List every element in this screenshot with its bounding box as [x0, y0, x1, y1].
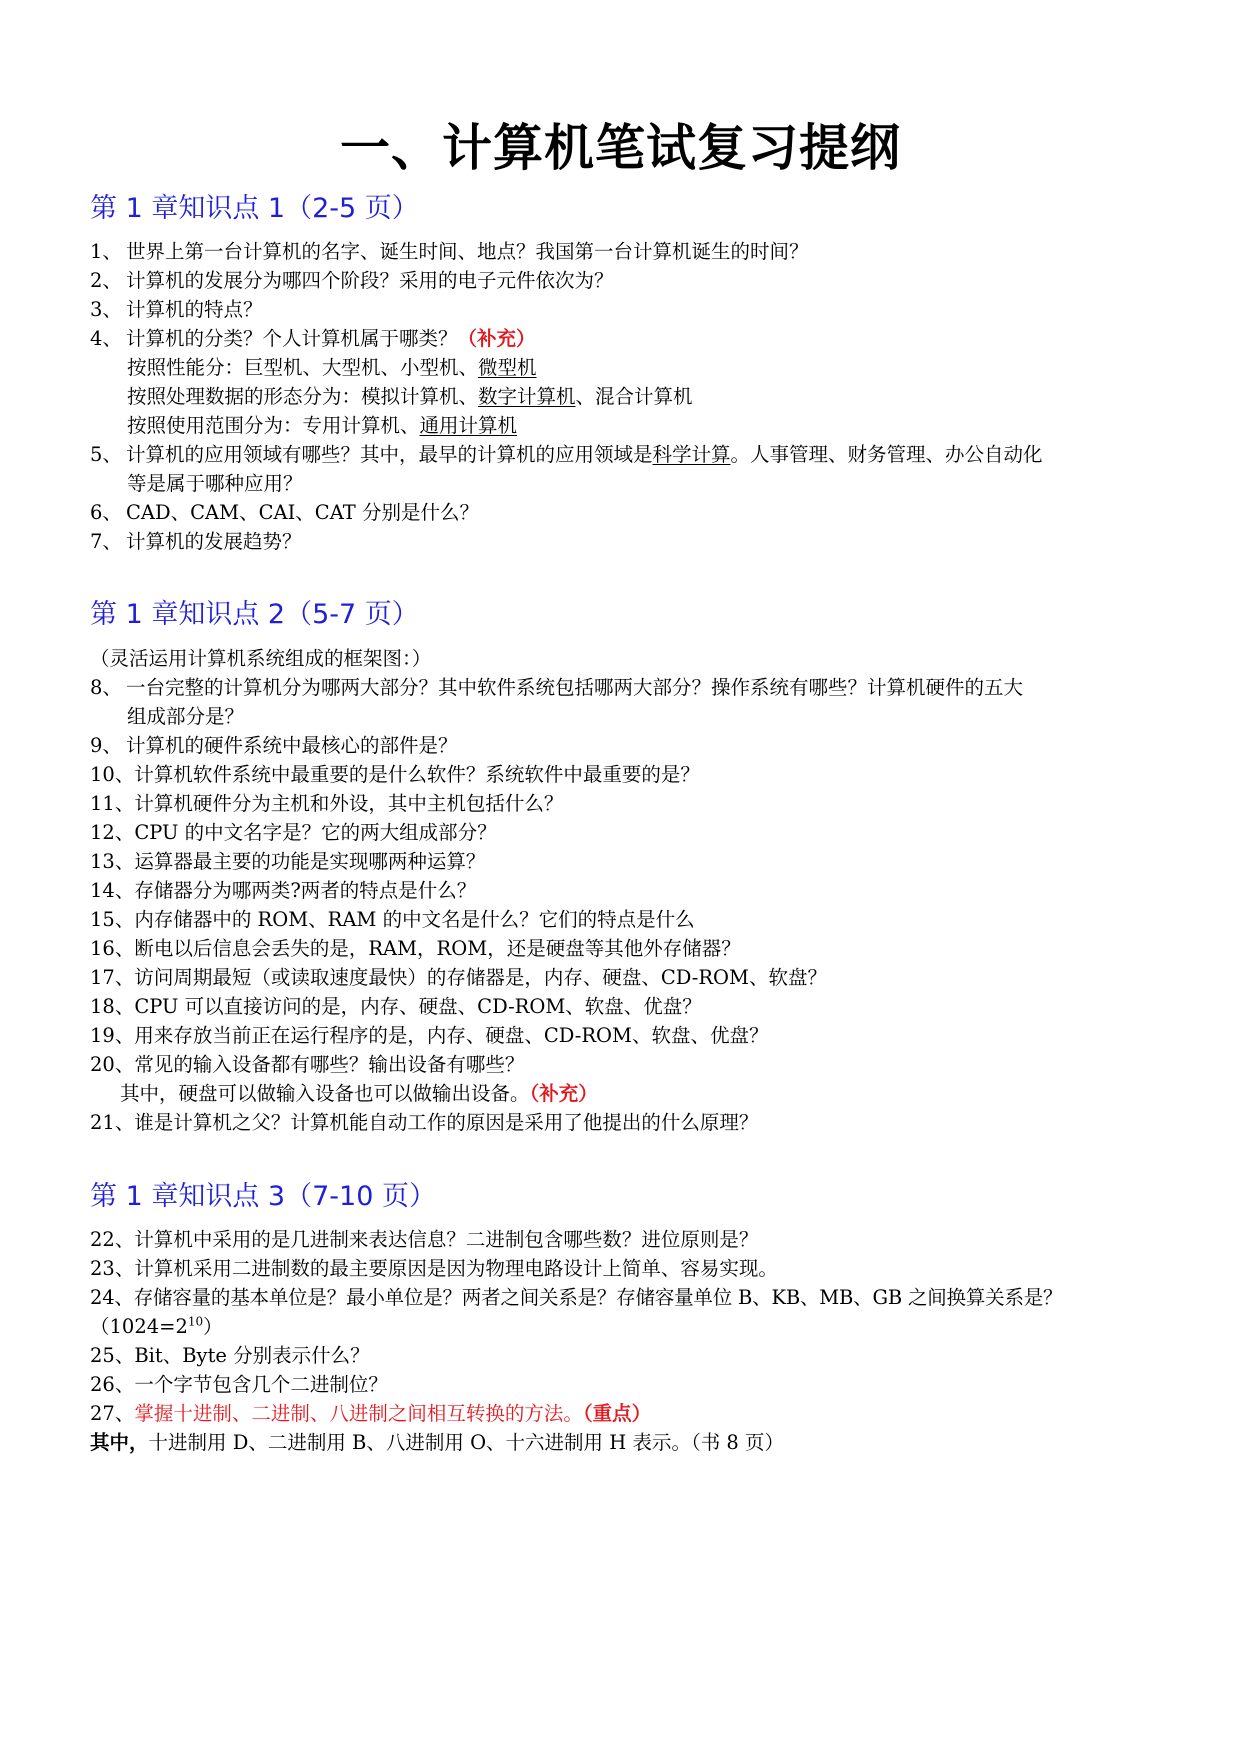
list-item — [90, 995, 1170, 1019]
item-number: 10、 — [90, 763, 135, 786]
list-item — [127, 385, 1207, 409]
item-text: 计算机中采用的是几进制来表达信息？二进制包含哪些数？进位原则是？ — [134, 1228, 759, 1251]
item-text: 存储器分为哪两类?两者的特点是什么？ — [134, 879, 477, 902]
list-item — [90, 1228, 1170, 1252]
item-text: 内存储器中的 ROM、RAM 的中文名是什么？它们的特点是什么 — [134, 908, 695, 931]
item-text: 断电以后信息会丢失的是，RAM，ROM，还是硬盘等其他外存储器？ — [134, 937, 741, 960]
item-number: 11、 — [90, 792, 135, 815]
list-item — [90, 879, 1170, 903]
list-item — [127, 356, 1207, 380]
item-text: CPU 可以直接访问的是，内存、硬盘、CD-ROM、软盘、优盘？ — [134, 995, 702, 1018]
item-text: 计算机的发展趋势？ — [126, 530, 302, 553]
underlined-term: 通用计算机 — [419, 414, 518, 437]
item-number: 2、 — [90, 269, 122, 292]
item-text: 用来存放当前正在运行程序的是，内存、硬盘、CD-ROM、软盘、优盘？ — [134, 1024, 769, 1047]
item-number: 8、 — [90, 676, 122, 699]
item-text: （1024=2 — [90, 1315, 188, 1338]
key-point-note: （重点） — [582, 1402, 652, 1425]
item-number: 24、 — [90, 1286, 134, 1309]
list-item — [90, 1431, 1170, 1455]
item-text: CPU 的中文名字是？它的两大组成部分？ — [134, 821, 497, 844]
item-text: 计算机的硬件系统中最核心的部件是？ — [126, 734, 458, 757]
item-number: 5、 — [90, 443, 122, 466]
list-item — [90, 501, 1170, 525]
item-number: 13、 — [90, 850, 135, 873]
list-item — [90, 1286, 1170, 1310]
item-text: 按照使用范围分为：专用计算机、 — [127, 414, 420, 437]
item-text: 等是属于哪种应用？ — [127, 472, 303, 495]
item-text: 计算机硬件分为主机和外设，其中主机包括什么？ — [134, 792, 564, 815]
section-heading-2: 第 1 章知识点 2（5-7 页） — [90, 599, 419, 630]
list-item — [90, 1344, 1170, 1368]
underlined-term: 数字计算机 — [478, 385, 576, 408]
list-item — [90, 443, 1170, 467]
list-item — [90, 966, 1170, 990]
item-number: 14、 — [90, 879, 135, 902]
item-number: 23、 — [90, 1257, 135, 1280]
item-number: 1、 — [90, 240, 122, 263]
list-item — [90, 530, 1170, 554]
list-item — [90, 1111, 1170, 1135]
item-number: 15、 — [90, 908, 135, 931]
list-item — [90, 763, 1170, 787]
list-item — [90, 1024, 1170, 1048]
item-text: 按照处理数据的形态分为：模拟计算机、 — [127, 385, 479, 408]
item-text: 常见的输入设备都有哪些？输出设备有哪些？ — [134, 1053, 525, 1076]
item-number: 12、 — [90, 821, 135, 844]
item-number: 22、 — [90, 1228, 135, 1251]
underlined-term: 科学计算 — [652, 443, 731, 466]
item-number: 25、 — [90, 1344, 135, 1367]
item-number: 6、 — [90, 501, 122, 524]
item-text: 按照性能分：巨型机、大型机、小型机、 — [127, 356, 479, 379]
item-number: 27、 — [90, 1402, 135, 1425]
supplement-note: （补充） — [529, 1082, 598, 1105]
list-item — [90, 1373, 1170, 1397]
supplement-note: （补充） — [457, 327, 536, 350]
list-item — [90, 327, 1170, 351]
section-heading-3: 第 1 章知识点 3（7-10 页） — [90, 1181, 436, 1212]
list-item — [90, 298, 1170, 322]
item-text: 访问周期最短（或读取速度最快）的存储器是，内存、硬盘、CD-ROM、软盘？ — [134, 966, 827, 989]
item-text: 计算机软件系统中最重要的是什么软件？系统软件中最重要的是？ — [134, 763, 700, 786]
item-text: 一个字节包含几个二进制位？ — [134, 1373, 388, 1396]
list-item-continuation — [90, 1315, 1170, 1339]
list-item-continuation — [127, 705, 1207, 729]
list-item — [127, 414, 1207, 438]
section-intro: （灵活运用计算机系统组成的框架图：） — [90, 647, 432, 670]
item-text: 世界上第一台计算机的名字、诞生时间、地点？我国第一台计算机诞生的时间？ — [126, 240, 809, 263]
list-item — [90, 269, 1170, 293]
item-text: 一台完整的计算机分为哪两大部分？其中软件系统包括哪两大部分？操作系统有哪些？计算机硬件的五大 — [126, 676, 1024, 699]
list-item — [90, 1257, 1170, 1281]
section-heading-1: 第 1 章知识点 1（2-5 页） — [90, 193, 419, 224]
item-number: 4、 — [90, 327, 122, 350]
list-item — [90, 937, 1170, 961]
item-text: 计算机的应用领域有哪些？其中，最早的计算机的应用领域是 — [126, 443, 653, 466]
list-item — [90, 792, 1170, 816]
list-item — [90, 1053, 1170, 1077]
item-number: 20、 — [90, 1053, 135, 1076]
item-text: 存储容量的基本单位是？最小单位是？两者之间关系是？存储容量单位 B、KB、MB、GB 之间换算关系是？ — [133, 1286, 1063, 1309]
item-number: 17、 — [90, 966, 135, 989]
item-text: 计算机的特点？ — [126, 298, 263, 321]
item-text: 运算器最主要的功能是实现哪两种运算？ — [134, 850, 486, 873]
item-text: 。人事管理、财务管理、办公自动化 — [730, 443, 1043, 466]
item-number: 16、 — [90, 937, 135, 960]
item-text: 计算机的分类？个人计算机属于哪类？ — [126, 327, 458, 350]
item-text: 十进制用 D、二进制用 B、八进制用 O、十六进制用 H 表示。（书 8 页） — [148, 1431, 785, 1454]
item-number: 9、 — [90, 734, 122, 757]
item-number: 26、 — [90, 1373, 135, 1396]
item-number: 3、 — [90, 298, 122, 321]
item-text: Bit、Byte 分别表示什么？ — [134, 1344, 370, 1367]
item-text: ） — [203, 1315, 223, 1338]
item-text: 组成部分是？ — [127, 705, 245, 728]
item-number: 19、 — [90, 1024, 135, 1047]
superscript: 10 — [187, 1314, 204, 1329]
item-text: 计算机的发展分为哪四个阶段？采用的电子元件依次为？ — [126, 269, 614, 292]
item-text: 掌握十进制、二进制、八进制之间相互转换的方法。 — [134, 1402, 583, 1425]
item-text: 、混合计算机 — [575, 385, 693, 408]
list-item — [90, 850, 1170, 874]
list-item-key — [90, 1402, 1170, 1426]
item-text: 其中，硬盘可以做输入设备也可以做输出设备。 — [120, 1082, 530, 1105]
item-text: 计算机采用二进制数的最主要原因是因为物理电路设计上简单、容易实现。 — [134, 1257, 778, 1280]
list-item-continuation — [120, 1082, 1200, 1106]
bold-lead: 其中， — [90, 1431, 149, 1454]
item-text: CAD、CAM、CAI、CAT 分别是什么？ — [126, 501, 479, 524]
list-item — [90, 908, 1170, 932]
list-item — [90, 734, 1170, 758]
item-number: 18、 — [90, 995, 135, 1018]
list-item — [90, 821, 1170, 845]
item-number: 7、 — [90, 530, 122, 553]
list-item — [90, 240, 1170, 264]
item-text: 谁是计算机之父？计算机能自动工作的原因是采用了他提出的什么原理？ — [134, 1111, 759, 1134]
underlined-term: 微型机 — [478, 356, 537, 379]
item-number: 21、 — [90, 1111, 135, 1134]
list-item — [90, 676, 1170, 700]
page-title: 一、计算机笔试复习提纲 — [340, 119, 901, 177]
list-item-continuation — [127, 472, 1207, 496]
